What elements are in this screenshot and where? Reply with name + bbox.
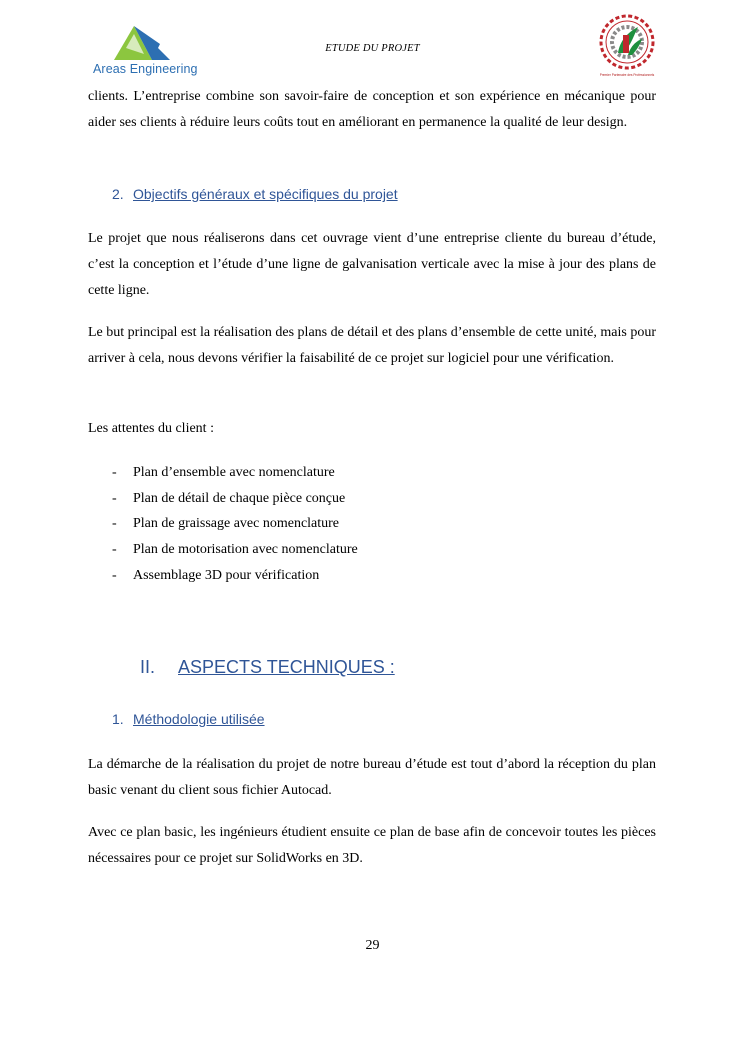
list-item: - Plan de graissage avec nomenclature <box>112 516 340 532</box>
gear-seal-icon <box>594 13 660 73</box>
page-header-title: ETUDE DU PROJET <box>325 43 420 54</box>
section-aspects-heading <box>140 657 540 681</box>
methodologie-paragraph-2: Avec ce plan basic, les ingénieurs étudient ensuite ce plan de base afin de concevoir toutes les pièces nécessaires pour ce projet sur SolidWorks en 3D. <box>88 825 656 866</box>
page-number: 29 <box>365 938 380 953</box>
expectations-label: Les attentes du client : <box>88 421 214 436</box>
section-number: 2. <box>112 186 124 202</box>
section-title: ASPECTS TECHNIQUES : <box>178 657 395 677</box>
objectifs-paragraph-2: Le but principal est la réalisation des plans de détail et des plans d’ensemble de cette unité, mais pour arriver à cela, nous devons vérifier la faisabilité de ce projet sur logiciel pour une vérification. <box>88 325 656 366</box>
section-number: II. <box>140 657 156 677</box>
section-title: Objectifs généraux et spécifiques du projet <box>133 186 398 202</box>
logo-wordmark: Areas Engineering <box>93 62 198 76</box>
methodologie-paragraph-1: La démarche de la réalisation du projet de notre bureau d’étude est tout d’abord la réception du plan basic venant du client sous fichier Autocad. <box>88 757 656 798</box>
list-item: - Plan de motorisation avec nomenclature <box>112 542 358 558</box>
list-item: - Plan d’ensemble avec nomenclature <box>112 465 335 480</box>
seal-caption: Premier Partenaire des Professionnels <box>599 73 655 77</box>
expectations-list <box>112 460 612 588</box>
section-title: Méthodologie utilisée <box>133 711 265 727</box>
section-objectifs-heading <box>112 186 512 206</box>
partner-seal-logo <box>594 13 660 79</box>
section-methodologie-heading <box>112 711 512 731</box>
objectifs-paragraph-1: Le projet que nous réaliserons dans cet ouvrage vient d’une entreprise cliente du bureau d’étude, c’est la conception et l’étude d’une ligne de galvanisation verticale avec la mise à jour des plans de cette ligne. <box>88 231 656 298</box>
intro-paragraph: clients. L’entreprise combine son savoir-faire de conception et son expérience en mécanique pour aider ses clients à réduire leurs coûts tout en améliorant en permanence la qualité de leur design. <box>88 89 656 130</box>
list-item: - Plan de détail de chaque pièce conçue <box>112 490 346 506</box>
list-item: - Assemblage 3D pour vérification <box>112 567 320 583</box>
section-number: 1. <box>112 711 124 727</box>
